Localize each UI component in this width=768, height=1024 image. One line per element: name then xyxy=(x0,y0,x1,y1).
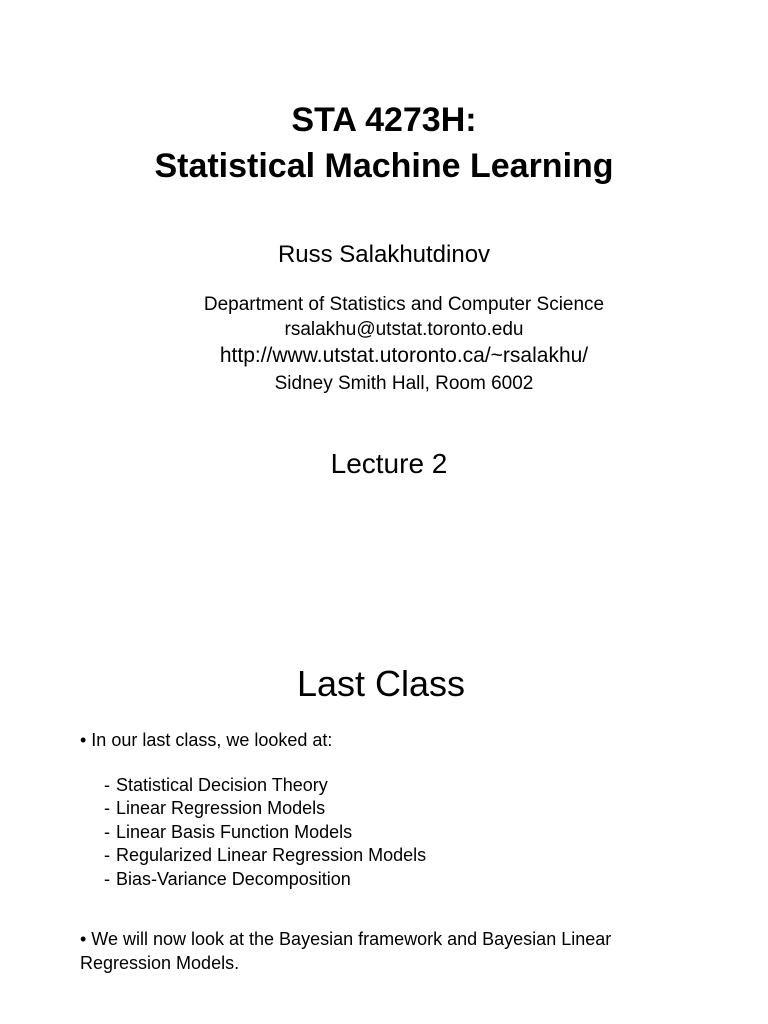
list-item-text: Regularized Linear Regression Models xyxy=(116,845,427,866)
homepage-url: http://www.utstat.utoronto.ca/~rsalakhu/ xyxy=(219,344,589,367)
list-item-text: Statistical Decision Theory xyxy=(116,775,328,795)
topic-list xyxy=(104,774,426,891)
dash-marker: - xyxy=(104,798,110,819)
lecture-number: Lecture 2 xyxy=(330,448,448,479)
next-topic-bullet: • We will now look at the Bayesian framework and Bayesian Linear Regression Models. xyxy=(80,929,612,973)
author-name: Russ Salakhutdinov xyxy=(277,241,491,268)
course-name-title: Statistical Machine Learning xyxy=(154,147,614,185)
list-item xyxy=(104,868,426,891)
list-item xyxy=(104,844,426,867)
list-item-text: Bias-Variance Decomposition xyxy=(116,868,351,889)
list-item-text: Linear Basis Function Models xyxy=(116,821,353,842)
slide-title: Last Class xyxy=(296,663,466,704)
list-item xyxy=(104,821,426,844)
list-item xyxy=(104,797,426,820)
dash-marker: - xyxy=(104,775,110,795)
email-address: rsalakhu@utstat.toronto.edu xyxy=(284,319,524,340)
dash-marker: - xyxy=(104,845,110,866)
list-item xyxy=(104,774,426,797)
office-location: Sidney Smith Hall, Room 6002 xyxy=(274,373,534,394)
department: Department of Statistics and Computer Science xyxy=(203,294,605,315)
dash-marker: - xyxy=(104,868,110,889)
last-class-slide xyxy=(0,600,768,1024)
intro-bullet: • In our last class, we looked at: xyxy=(80,730,333,750)
course-code-title: STA 4273H: xyxy=(291,101,477,139)
dash-marker: - xyxy=(104,821,110,842)
list-item-text: Linear Regression Models xyxy=(116,798,326,819)
